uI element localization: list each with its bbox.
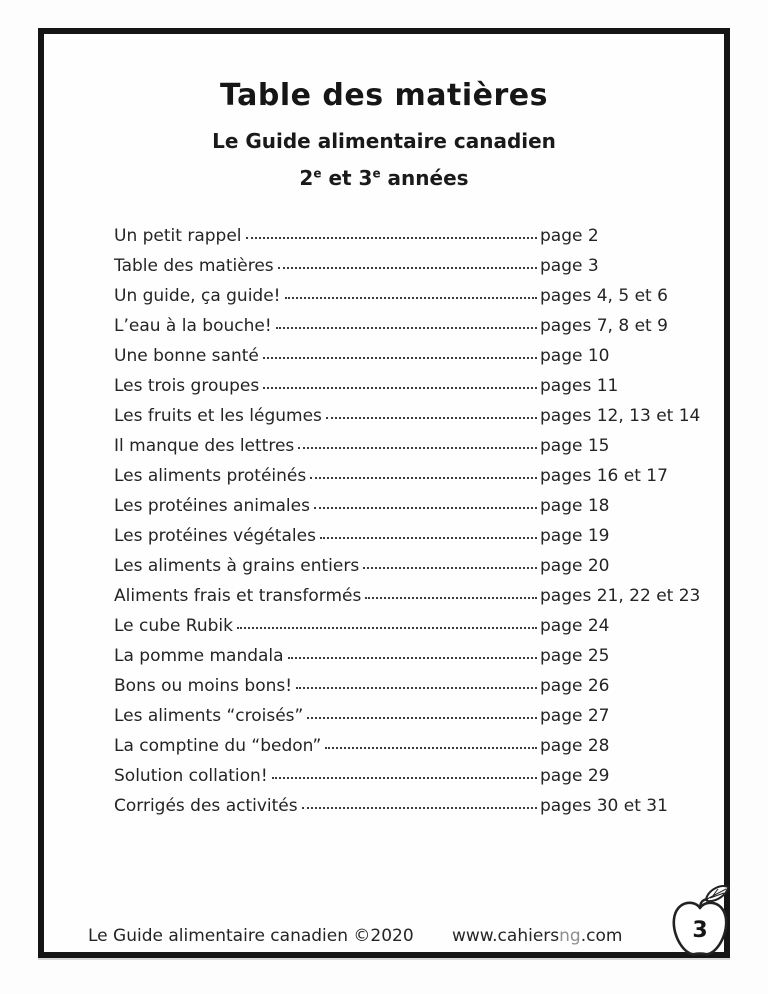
dot-leader	[298, 447, 537, 449]
toc-entry-pages: page 10	[540, 346, 610, 366]
dot-leader	[288, 657, 537, 659]
toc-entry-pages: page 27	[540, 706, 610, 726]
page-border	[38, 28, 730, 958]
toc-entry	[114, 436, 700, 466]
dot-leader	[320, 537, 537, 539]
grade-line	[44, 166, 724, 190]
grade-ordinal-suffix: e	[372, 166, 381, 181]
toc-entry-label: Aliments frais et transformés	[114, 586, 362, 606]
toc-entry-label: Les trois groupes	[114, 376, 260, 396]
toc-entry	[114, 706, 700, 736]
toc-entry-label: Un petit rappel	[114, 226, 242, 246]
footer-website	[452, 926, 622, 946]
toc-entry-pages: page 18	[540, 496, 610, 516]
dot-leader	[325, 747, 537, 749]
dot-leader	[272, 777, 537, 779]
page-title: Table des matières	[220, 78, 548, 113]
page-header	[44, 78, 724, 190]
grade-word: années	[380, 166, 469, 190]
dot-leader	[276, 327, 537, 329]
toc-entry-label: Les fruits et les légumes	[114, 406, 322, 426]
toc-entry-label: Un guide, ça guide!	[114, 286, 281, 306]
toc-entry-pages: page 26	[540, 676, 610, 696]
toc-entry	[114, 226, 700, 256]
toc-entry	[114, 766, 700, 796]
toc-entry-label: Corrigés des activités	[114, 796, 298, 816]
toc-entry-label: Une bonne santé	[114, 346, 259, 366]
toc-entry-label: Le cube Rubik	[114, 616, 233, 636]
toc-entry	[114, 496, 700, 526]
toc-entry	[114, 586, 700, 616]
toc-entry-pages: page 19	[540, 526, 610, 546]
toc-entry-pages: pages 16 et 17	[540, 466, 668, 486]
website-suffix: .com	[580, 926, 623, 946]
toc-entry-pages: pages 21, 22 et 23	[540, 586, 701, 606]
toc-entry-pages: page 29	[540, 766, 610, 786]
toc-entry-pages: page 28	[540, 736, 610, 756]
toc-entry-pages: pages 12, 13 et 14	[540, 406, 701, 426]
toc-entry-label: L’eau à la bouche!	[114, 316, 272, 336]
toc-entry	[114, 616, 700, 646]
dot-leader	[237, 627, 537, 629]
toc-entry-label: Les aliments “croisés”	[114, 706, 304, 726]
website-prefix: www.cahiers	[452, 926, 560, 946]
toc-entry-label: Les protéines animales	[114, 496, 310, 516]
toc-entry-label: La comptine du “bedon”	[114, 736, 322, 756]
toc-entry-pages: page 3	[540, 256, 599, 276]
toc-entry	[114, 556, 700, 586]
toc-entry-label: Les aliments protéinés	[114, 466, 307, 486]
website-ng: ng	[559, 926, 581, 946]
toc-entry-label: Il manque des lettres	[114, 436, 295, 456]
toc-entry	[114, 256, 700, 286]
toc-entry-pages: pages 30 et 31	[540, 796, 668, 816]
grade-ordinal-suffix: e	[313, 166, 322, 181]
toc-entry	[114, 526, 700, 556]
dot-leader	[246, 237, 538, 239]
dot-leader	[263, 357, 537, 359]
footer-copyright: Le Guide alimentaire canadien ©2020	[88, 926, 414, 946]
dot-leader	[310, 477, 537, 479]
apple-page-number-icon	[666, 884, 734, 962]
toc-entry-pages: page 2	[540, 226, 599, 246]
toc-entry-pages: page 24	[540, 616, 610, 636]
toc-entry	[114, 676, 700, 706]
dot-leader	[326, 417, 537, 419]
toc-entry	[114, 286, 700, 316]
dot-leader	[307, 717, 537, 719]
grade-number: 2	[299, 166, 314, 190]
toc-entry-pages: pages 7, 8 et 9	[540, 316, 668, 336]
toc-entry	[114, 466, 700, 496]
toc-entry	[114, 646, 700, 676]
toc-entry-label: Bons ou moins bons!	[114, 676, 293, 696]
toc-entry	[114, 796, 700, 826]
toc-entry-pages: page 20	[540, 556, 610, 576]
toc-entry-label: Les aliments à grains entiers	[114, 556, 360, 576]
page-subtitle: Le Guide alimentaire canadien	[212, 129, 556, 153]
toc-entry	[114, 406, 700, 436]
toc-entry	[114, 346, 700, 376]
toc-entry	[114, 316, 700, 346]
toc-entry	[114, 376, 700, 406]
dot-leader	[314, 507, 537, 509]
toc-entry-label: La pomme mandala	[114, 646, 284, 666]
dot-leader	[278, 267, 537, 269]
footer-page-number: 3	[692, 918, 708, 943]
toc-entry-label: Les protéines végétales	[114, 526, 316, 546]
toc-entry-label: Solution collation!	[114, 766, 268, 786]
dot-leader	[365, 597, 537, 599]
dot-leader	[285, 297, 538, 299]
toc-entry-pages: pages 11	[540, 376, 619, 396]
dot-leader	[302, 807, 537, 809]
dot-leader	[263, 387, 537, 389]
toc-entry	[114, 736, 700, 766]
grade-conjunction: et 3	[321, 166, 373, 190]
toc-entry-pages: page 15	[540, 436, 610, 456]
toc-entry-label: Table des matières	[114, 256, 274, 276]
toc-entry-pages: page 25	[540, 646, 610, 666]
toc-list	[114, 226, 700, 826]
dot-leader	[296, 687, 537, 689]
dot-leader	[363, 567, 537, 569]
toc-entry-pages: pages 4, 5 et 6	[540, 286, 668, 306]
